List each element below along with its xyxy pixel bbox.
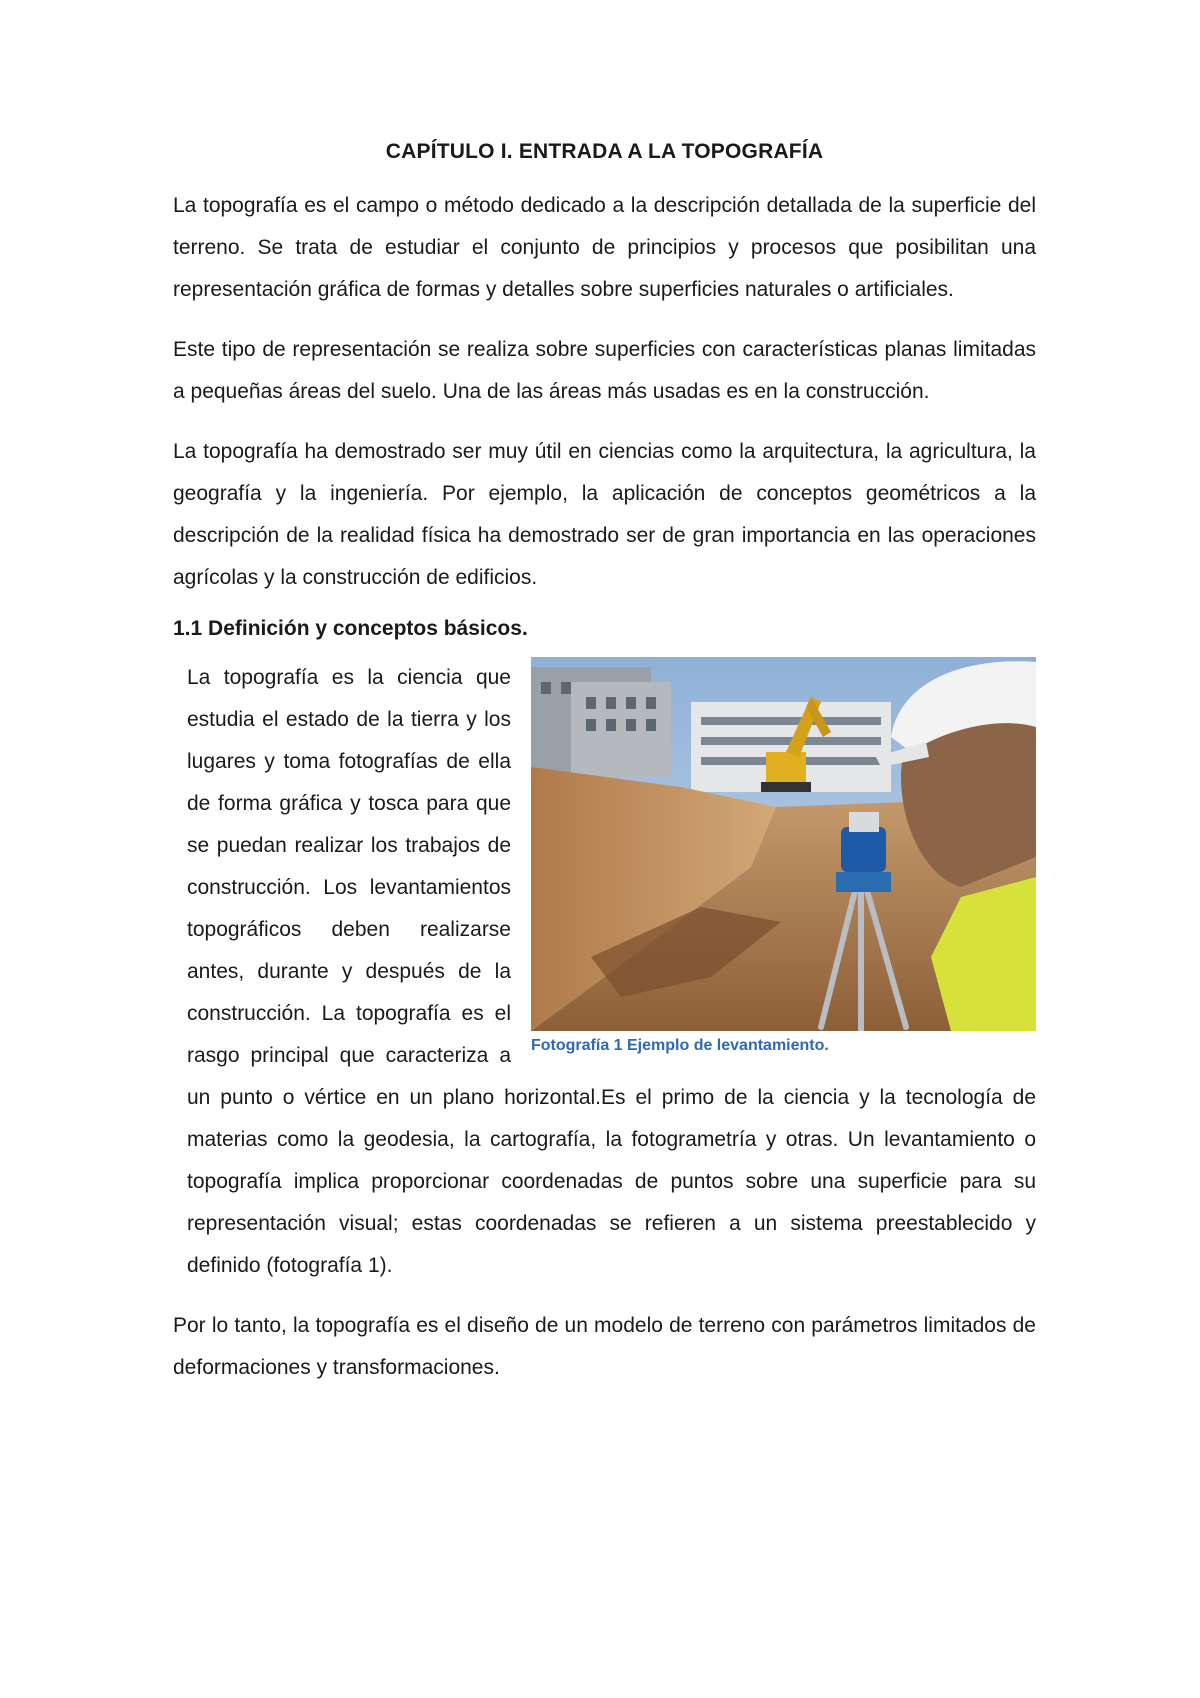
section-body [173,657,1036,1287]
section-heading: 1.1 Definición y conceptos básicos. [173,617,528,640]
section-paragraph-1: La topografía es la ciencia que estudia el estado de la tierra y los lugares y toma fotografías de ella de forma gráfica y tosca para que se puedan realizar los trabajos de construcción. Los levantamientos topográficos deben realizarse antes, durante y después de la construcción. La topografía es el rasgo principal que caracteriza a un punto o vértice en un plano horizontal.Es el primo de la ciencia y la tecnología de materias como la geodesia, la cartografía, la fotogrametría y otras. Un levantamiento o topografía implica proporcionar coordenadas de puntos sobre una superficie para su representación visual; estas coordenadas se refieren a un sistema preestablecido y definido (fotografía 1). [187,666,1036,1277]
paragraph-1: La topografía es el campo o método dedicado a la descripción detallada de la superficie del terreno. Se trata de estudiar el conjunto de principios y procesos que posibilitan una representación gráfica de formas y detalles sobre superficies naturales o artificiales. [173,194,1036,301]
paragraph-3: La topografía ha demostrado ser muy útil en ciencias como la arquitectura, la agricultura, la geografía y la ingeniería. Por ejemplo, la aplicación de conceptos geométricos a la descripción de la realidad física ha demostrado ser de gran importancia en las operaciones agrícolas y la construcción de edificios. [173,440,1036,589]
figure-caption: Fotografía 1 Ejemplo de levantamiento. [531,1037,829,1054]
paragraph-2: Este tipo de representación se realiza sobre superficies con características planas limitadas a pequeñas áreas del suelo. Una de las áreas más usadas es en la construcción. [173,338,1036,403]
surveying-photo [531,657,1036,1031]
section-paragraph-2: Por lo tanto, la topografía es el diseño de un modelo de terreno con parámetros limitados de deformaciones y transformaciones. [173,1314,1036,1379]
chapter-title: CAPÍTULO I. ENTRADA A LA TOPOGRAFÍA [385,140,824,163]
figure-1 [531,657,1036,1055]
